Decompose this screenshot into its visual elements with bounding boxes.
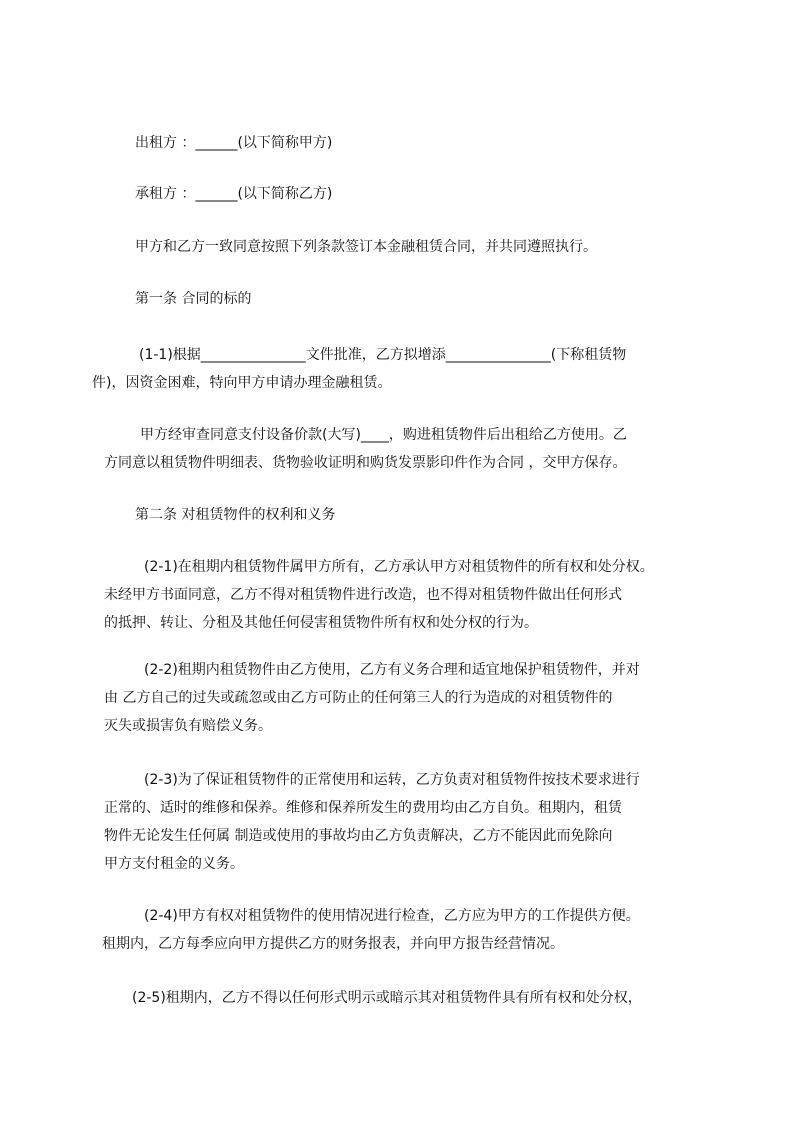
clause-2-1-line-1: (2-1)在租期内租赁物件属甲方所有，乙方承认甲方对租赁物件的所有权和处分权。 [144,559,654,575]
article-2-title [104,501,704,529]
clause-2-2 [104,656,704,740]
intro-paragraph [104,233,704,261]
clause-2-3-line-3: 物件无论发生任何属 制造或使用的事故均由乙方负责解决，乙方不能因此而免除向 [104,828,613,844]
clause-2-1-line-3: 的抵押、转让、分租及其他任何侵害租赁物件所有权和处分权的行为。 [104,615,538,631]
lessee-text: 承租方 ：______(以下简称乙方) [135,186,333,202]
clause-2-3-line-1: (2-3)为了保证租赁物件的正常使用和运转，乙方负责对租赁物件按技术要求进行 [144,772,640,788]
clause-1-1-line-2: 件)，因资金困难，特向甲方申请办理金融租赁。 [92,375,392,391]
clause-2-3-line-2: 正常的、适时的维修和保养。维修和保养所发生的费用均由乙方自负。租期内，租赁 [104,800,622,816]
article-1-title-text: 第一条 合同的标的 [135,291,252,307]
lessor-line [104,129,704,157]
clause-2-4 [104,902,704,958]
clause-2-2-line-3: 灭失或损害负有赔偿义务。 [104,718,272,734]
clause-2-3-line-4: 甲方支付租金的义务。 [104,856,244,872]
clause-2-5 [104,984,704,1012]
clause-1-2-line-1: 甲方经审查同意支付设备价款(大写)____，购进租赁物件后出租给乙方使用。乙 [140,427,627,443]
clause-1-2 [104,421,704,477]
clause-2-2-line-1: (2-2)租期内租赁物件由乙方使用，乙方有义务合理和适宜地保护租赁物件，并对 [144,662,640,678]
lessor-text: 出租方 ：______(以下简称甲方) [135,135,333,151]
clause-2-5-line-1: (2-5)租期内，乙方不得以任何形式明示或暗示其对租赁物件具有所有权和处分权， [132,990,642,1006]
clause-2-1-line-2: 未经甲方书面同意，乙方不得对租赁物件进行改造，也不得对租赁物件做出任何形式 [104,587,622,603]
clause-2-3 [104,766,704,878]
clause-2-4-line-2: 租期内，乙方每季应向甲方提供乙方的财务报表，并向甲方报告经营情况。 [102,936,564,952]
clause-2-1 [104,553,704,637]
clause-1-1 [92,341,704,397]
article-1-title [104,285,704,313]
intro-text: 甲方和乙方一致同意按照下列条款签订本金融租赁合同，并共同遵照执行。 [135,239,597,255]
clause-1-1-line-1: (1-1)根据_______________文件批准，乙方拟增添_______________(下称租赁物 [139,347,627,363]
lessee-line [104,180,704,208]
clause-2-4-line-1: (2-4)甲方有权对租赁物件的使用情况进行检查，乙方应为甲方的工作提供方便。 [144,908,640,924]
clause-1-2-line-2: 方同意以租赁物件明细表、货物验收证明和购货发票影印件作为合同 ，交甲方保存。 [104,455,627,471]
clause-2-2-line-2: 由 乙方自己的过失或疏忽或由乙方可防止的任何第三人的行为造成的对租赁物件的 [104,690,613,706]
article-2-title-text: 第二条 对租赁物件的权利和义务 [135,507,336,523]
